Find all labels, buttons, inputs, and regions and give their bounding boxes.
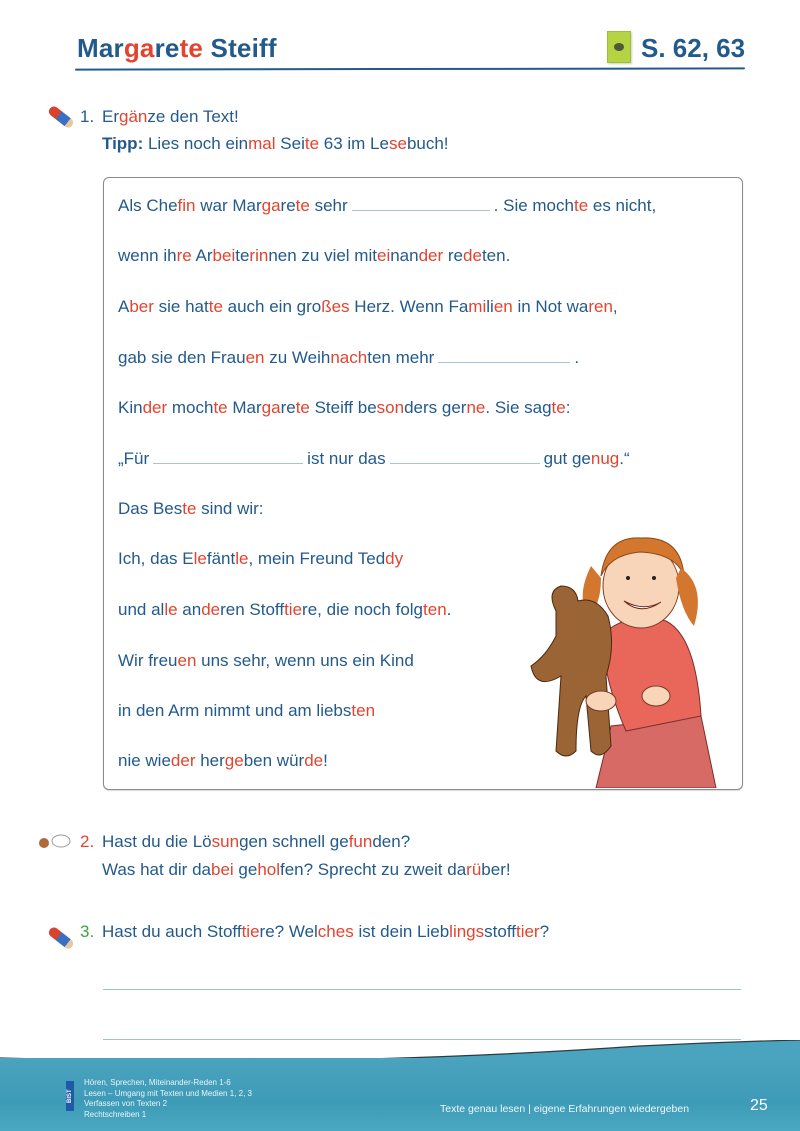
cloze-line [118,297,618,317]
syllable-highlight: te [573,196,589,215]
syllable-highlight: ga [123,33,155,63]
syllable-highlight: nug [590,449,620,468]
text-segment: Er [102,107,119,126]
text-segment: gab sie den Frau [118,348,246,367]
text-segment: stoff [484,922,516,941]
syllable-highlight: te [304,134,320,153]
syllable-highlight: se [388,134,407,153]
text-segment: Hast du auch Stoff [102,922,242,941]
standards-list [84,1078,252,1120]
cloze-line [118,196,656,216]
syllable-highlight: te [182,499,197,518]
syllable-highlight: te [213,398,228,417]
text-segment: uns sehr, wenn uns ein Kind [196,651,414,670]
text-segment: fänt [206,549,236,568]
syllable-highlight: en [493,297,513,316]
syllable-highlight: de [463,246,482,265]
standard-item: Verfassen von Texten 2 [84,1099,168,1108]
text-segment: ist dein Lieb [353,922,450,941]
cloze-line [118,348,579,368]
syllable-highlight: tier [515,922,540,941]
syllable-highlight: de [201,600,221,619]
syllable-highlight: ßes [321,297,350,316]
text-segment: und al [118,600,165,619]
text-segment: A [118,297,130,316]
syllable-highlight: ches [317,922,354,941]
text-segment: Ar [191,246,213,265]
text-segment: auch ein gro [222,297,322,316]
text-segment: Steiff be [309,398,377,417]
text-segment: , mein Freund Ted [248,549,386,568]
syllable-highlight: der [418,246,444,265]
syllable-highlight: nach [330,348,368,367]
syllable-highlight: hol [257,860,280,879]
text-segment: Kin [118,398,143,417]
reading-book-icon [607,31,631,63]
syllable-highlight: re [176,246,192,265]
syllable-highlight: le [164,600,178,619]
task-1-instruction [80,103,239,130]
syllable-highlight: mal [248,134,276,153]
syllable-highlight: en [177,651,197,670]
syllable-highlight: fin [177,196,196,215]
syllable-highlight: son [376,398,405,417]
text-segment: ten. [481,246,511,265]
text-segment: : [565,398,571,417]
syllable-highlight: de [304,751,324,770]
pencil-icon [47,925,75,950]
text-segment: es nicht, [588,196,657,215]
task-number: 1. [80,107,95,126]
text-segment: ten mehr [367,348,435,367]
syllable-highlight: lings [449,922,485,941]
task-3-question [80,918,549,945]
syllable-highlight: ga [261,196,281,215]
syllable-highlight: bei [212,246,236,265]
syllable-highlight: ren [588,297,613,316]
text-segment: te [235,246,250,265]
syllable-highlight: ne [466,398,486,417]
text-segment: nan [390,246,419,265]
text-segment: buch! [406,134,449,153]
text-segment: Mar [77,33,124,63]
text-segment: ge [233,860,258,879]
syllable-highlight: ten [423,600,447,619]
text-segment: ren Stoff [220,600,285,619]
syllable-highlight: rin [249,246,269,265]
syllable-highlight: te [179,33,204,63]
task-2-line-2 [102,856,511,883]
cloze-line [118,701,375,721]
text-segment: re, die noch folg [302,600,424,619]
text-segment: re [443,246,464,265]
syllable-highlight: rü [466,860,482,879]
text-segment: re? Wel [259,922,318,941]
standard-item: Lesen – Umgang mit Texten und Medien 1, 2, 3 [84,1088,252,1098]
text-segment: sehr [309,196,348,215]
fill-in-blank[interactable] [390,462,540,464]
syllable-highlight: ei [376,246,391,265]
syllable-highlight: te [295,196,310,215]
syllable-highlight: ge [224,751,244,770]
task-3-text [102,922,549,941]
text-segment: Das Bes [118,499,183,518]
text-segment: . Sie sag [485,398,552,417]
tip-text [143,134,448,153]
text-segment: li [486,297,494,316]
syllable-highlight: tie [241,922,260,941]
text-segment: 63 im Le [319,134,389,153]
syllable-highlight: gän [119,107,148,126]
title-underline [75,67,745,70]
fill-in-blank[interactable] [438,361,570,363]
task-number: 2. [80,832,95,851]
text-segment: Sei [275,134,305,153]
syllable-highlight: le [193,549,207,568]
text-segment: gen schnell ge [239,832,349,851]
text-segment: Mar [227,398,262,417]
fill-in-blank[interactable] [153,462,303,464]
girl-with-teddy-illustration [516,516,741,788]
text-segment: . [574,348,580,367]
text-segment: Wir freu [118,651,178,670]
text-segment: ders ger [404,398,467,417]
cloze-line [118,549,403,569]
text-segment: ? [539,922,550,941]
text-segment: . Sie moch [493,196,574,215]
cloze-line [118,651,414,671]
syllable-highlight: le [235,549,249,568]
pencil-icon [47,104,75,129]
cloze-line [118,449,630,469]
syllable-highlight: ten [351,701,376,720]
bist-badge: BIST [66,1081,74,1111]
text-segment: . [446,600,452,619]
text-segment: den? [372,832,411,851]
syllable-highlight: en [245,348,265,367]
text-segment: Was hat dir da [102,860,211,879]
cloze-line [118,398,570,418]
syllable-highlight: te [551,398,566,417]
text-segment: Als Che [118,196,178,215]
text-segment: re [280,196,296,215]
syllable-highlight: mi [468,297,487,316]
text-segment: Hast du die Lö [102,832,212,851]
task-1-tip [102,130,449,157]
text-segment: an [177,600,202,619]
task-2-line-1 [80,828,410,855]
text-segment: in den Arm nimmt und am liebs [118,701,352,720]
text-segment: Steiff [203,33,277,63]
cloze-line [118,600,451,620]
text-segment: zu Weih [264,348,331,367]
task-2-text [102,832,410,851]
fill-in-blank[interactable] [352,209,490,211]
text-segment: wenn ih [118,246,177,265]
page-number: 25 [750,1097,768,1114]
text-segment: re [154,33,180,63]
syllable-highlight: der [142,398,168,417]
text-segment: nen zu viel mit [268,246,377,265]
text-segment: fen? Sprecht zu zweit da [280,860,467,879]
syllable-highlight: te [295,398,310,417]
answer-line-1[interactable] [103,989,741,990]
syllable-highlight: tie [284,600,303,619]
task-number: 3. [80,922,95,941]
text-segment: Lies noch ein [143,134,249,153]
text-segment: war Mar [195,196,262,215]
text-segment: ben wür [243,751,305,770]
text-segment: ze den Text! [147,107,239,126]
syllable-highlight: der [170,751,196,770]
text-segment: ber! [481,860,511,879]
text-segment: ist nur das [307,449,386,468]
syllable-highlight: dy [385,549,404,568]
page-reference: S. 62, 63 [641,33,746,63]
text-segment: gut ge [543,449,591,468]
syllable-highlight: ga [261,398,281,417]
text-segment: nie wie [118,751,171,770]
cloze-line [118,499,264,519]
text-segment: „Für [118,449,150,468]
cloze-line [118,751,328,771]
text-segment: , [612,297,618,316]
text-segment: .“ [619,449,630,468]
instruction-text [102,107,239,126]
text-segment: moch [167,398,214,417]
tip-label: Tipp: [102,134,144,153]
footer-topic: Texte genau lesen | eigene Erfahrungen wiedergeben [440,1103,690,1115]
syllable-highlight: ber [129,297,154,316]
syllable-highlight: bei [210,860,234,879]
text-segment: sie hat [153,297,209,316]
text-segment: in Not wa [512,297,589,316]
page-title [77,33,277,64]
standard-item: Hören, Sprechen, Miteinander-Reden 1-6 [84,1078,231,1087]
text-segment: ! [323,751,328,770]
text-segment: re [280,398,296,417]
text-segment: Ich, das E [118,549,194,568]
syllable-highlight: fun [348,832,373,851]
text-segment: Herz. Wenn Fa [349,297,469,316]
task-2-text [102,860,511,879]
cloze-line [118,246,510,266]
text-segment: sind wir: [196,499,264,518]
text-segment: her [195,751,225,770]
talk-bubble-icon [38,834,72,855]
standard-item: Rechtschreiben 1 [84,1109,147,1119]
syllable-highlight: sun [211,832,240,851]
syllable-highlight: te [208,297,223,316]
